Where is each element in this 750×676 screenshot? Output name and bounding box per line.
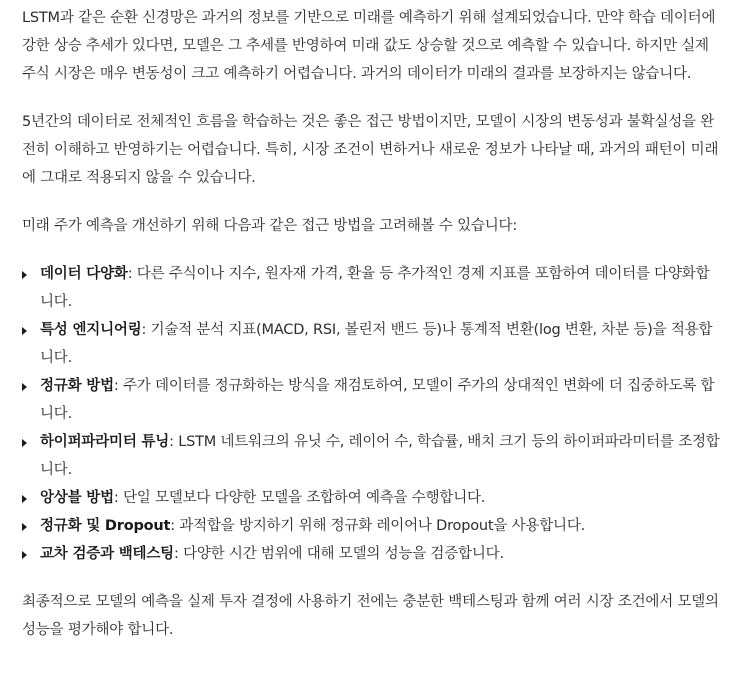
list-item [22,512,722,540]
list-item [22,372,722,428]
list-item-term: 교차 검증과 백테스팅 [40,546,174,562]
list-item [22,540,722,568]
list-item-term: 정규화 및 Dropout [40,518,171,534]
list-item [22,260,722,316]
list-item [22,428,722,484]
limitation-paragraph: 5년간의 데이터로 전체적인 흐름을 학습하는 것은 좋은 접근 방법이지만, 모델이 시장의 변동성과 불확실성을 완전히 이해하고 반영하기는 어렵습니다. 특히, 시장 조건이 변하거나 새로운 정보가 나타날 때, 과거의 패턴이 미래에 그대로 적용되지 않을 수 있습니다. [22,114,719,186]
message-content [22,4,722,664]
list-item-desc: : 과적합을 방지하기 위해 정규화 레이어나 Dropout을 사용합니다. [170,518,586,534]
list-item-desc: : 단일 모델보다 다양한 모델을 조합하여 예측을 수행합니다. [113,490,486,506]
intro-paragraph: LSTM과 같은 순환 신경망은 과거의 정보를 기반으로 미래를 예측하기 위해 설계되었습니다. 만약 학습 데이터에 강한 상승 추세가 있다면, 모델은 그 추세를 반영하여 미래 값도 상승할 것으로 예측할 수 있습니다. 하지만 실제 주식 시장은 매우 변동성이 크고 예측하기 어렵습니다. 과거의 데이터가 미래의 결과를 보장하지는 않습니다. [22,10,716,82]
list-item [22,316,722,372]
list-item-desc: : 다양한 시간 범위에 대해 모델의 성능을 검증합니다. [173,546,504,562]
list-item [22,484,722,512]
conclusion-paragraph: 최종적으로 모델의 예측을 실제 투자 결정에 사용하기 전에는 충분한 백테스팅과 함께 여러 시장 조건에서 모델의 성능을 평가해야 합니다. [22,594,719,638]
list-item-desc: : 주가 데이터를 정규화하는 방식을 재검토하여, 모델이 주가의 상대적인 변화에 더 집중하도록 합니다. [40,378,715,422]
list-item-term: 앙상블 방법 [40,490,114,506]
approach-intro-paragraph: 미래 주가 예측을 개선하기 위해 다음과 같은 접근 방법을 고려해볼 수 있습니다: [22,218,518,234]
list-item-term: 데이터 다양화 [40,266,128,282]
list-item-term: 특성 엔지니어링 [40,322,142,338]
list-item-desc: : 다른 주식이나 지수, 원자재 가격, 환율 등 추가적인 경제 지표를 포함하여 데이터를 다양화합니다. [40,266,710,310]
list-item-desc: : LSTM 네트워크의 유닛 수, 레이어 수, 학습률, 배치 크기 등의 하이퍼파라미터를 조정합니다. [40,434,720,478]
approach-list [22,260,722,568]
list-item-term: 하이퍼파라미터 튜닝 [40,434,170,450]
list-item-term: 정규화 방법 [40,378,114,394]
list-item-desc: : 기술적 분석 지표(MACD, RSI, 볼린저 밴드 등)나 통계적 변환(log 변환, 차분 등)을 적용합니다. [40,322,713,366]
